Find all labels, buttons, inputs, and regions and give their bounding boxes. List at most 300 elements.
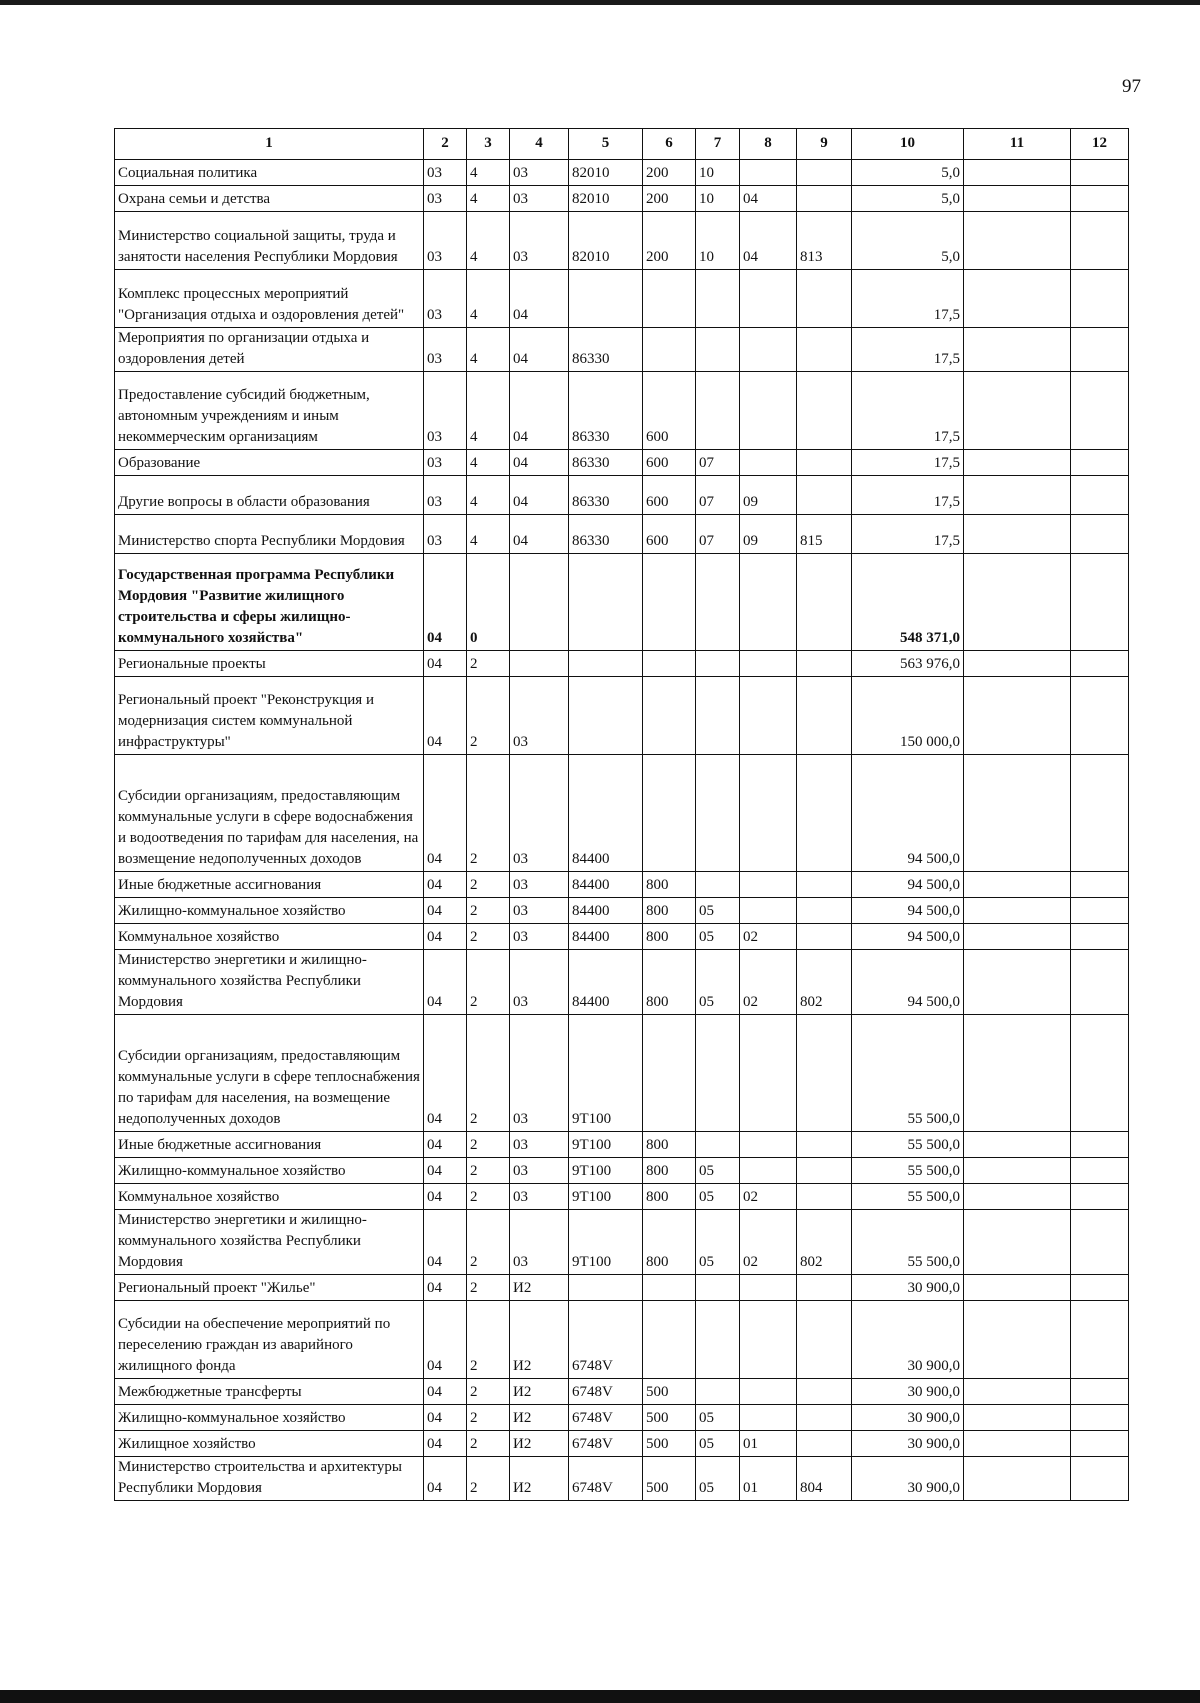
table-row (115, 212, 1129, 270)
col3-cell: 2 (467, 1184, 510, 1210)
col7-cell: 05 (696, 1405, 740, 1431)
col7-cell (696, 372, 740, 450)
row-name-cell: Региональные проекты (115, 651, 424, 677)
col11-cell (964, 651, 1071, 677)
amount-cell: 17,5 (852, 450, 964, 476)
col4-cell: 03 (510, 186, 569, 212)
table-row (115, 1405, 1129, 1431)
col5-cell: 84400 (569, 950, 643, 1015)
table-row (115, 1379, 1129, 1405)
col4-cell: 04 (510, 450, 569, 476)
col8-cell (740, 1379, 797, 1405)
col7-cell: 05 (696, 1184, 740, 1210)
amount-cell: 94 500,0 (852, 898, 964, 924)
row-name-cell: Жилищно-коммунальное хозяйство (115, 1405, 424, 1431)
col5-cell: 86330 (569, 372, 643, 450)
col8-cell (740, 1132, 797, 1158)
amount-cell: 150 000,0 (852, 677, 964, 755)
header-cell-1: 1 (115, 129, 424, 160)
amount-cell: 55 500,0 (852, 1210, 964, 1275)
table-row (115, 1301, 1129, 1379)
col3-cell: 2 (467, 651, 510, 677)
col12-cell (1071, 1158, 1129, 1184)
col3-cell: 2 (467, 872, 510, 898)
col3-cell: 2 (467, 1275, 510, 1301)
col11-cell (964, 1210, 1071, 1275)
col11-cell (964, 476, 1071, 515)
col7-cell: 07 (696, 476, 740, 515)
col12-cell (1071, 212, 1129, 270)
col8-cell (740, 554, 797, 651)
col3-cell: 2 (467, 898, 510, 924)
col2-cell: 04 (424, 677, 467, 755)
col11-cell (964, 515, 1071, 554)
col11-cell (964, 1405, 1071, 1431)
col6-cell: 600 (643, 372, 696, 450)
header-cell-8: 8 (740, 129, 797, 160)
amount-cell: 30 900,0 (852, 1379, 964, 1405)
header-cell-2: 2 (424, 129, 467, 160)
col2-cell: 03 (424, 372, 467, 450)
col3-cell: 2 (467, 1379, 510, 1405)
col2-cell: 03 (424, 160, 467, 186)
col3-cell: 4 (467, 270, 510, 328)
col2-cell: 04 (424, 1379, 467, 1405)
row-name-cell: Коммунальное хозяйство (115, 924, 424, 950)
col5-cell: 86330 (569, 328, 643, 372)
header-cell-6: 6 (643, 129, 696, 160)
col2-cell: 03 (424, 212, 467, 270)
col4-cell: 03 (510, 872, 569, 898)
col3-cell: 2 (467, 950, 510, 1015)
col6-cell: 800 (643, 950, 696, 1015)
page-number: 97 (1122, 76, 1141, 97)
col3-cell: 2 (467, 1301, 510, 1379)
col6-cell: 800 (643, 1158, 696, 1184)
col3-cell: 2 (467, 755, 510, 872)
col11-cell (964, 186, 1071, 212)
col12-cell (1071, 450, 1129, 476)
col9-cell (797, 476, 852, 515)
col11-cell (964, 898, 1071, 924)
col11-cell (964, 872, 1071, 898)
row-name-cell: Социальная политика (115, 160, 424, 186)
col4-cell: И2 (510, 1405, 569, 1431)
col8-cell (740, 677, 797, 755)
col5-cell (569, 554, 643, 651)
col7-cell (696, 651, 740, 677)
col6-cell (643, 1301, 696, 1379)
col2-cell: 04 (424, 950, 467, 1015)
col9-cell (797, 270, 852, 328)
col9-cell (797, 651, 852, 677)
col11-cell (964, 372, 1071, 450)
col2-cell: 04 (424, 872, 467, 898)
row-name-cell: Государственная программа Республики Мордовия "Развитие жилищного строительства и сферы жилищно-коммунального хозяйства" (115, 554, 424, 651)
amount-cell: 30 900,0 (852, 1405, 964, 1431)
col5-cell: 86330 (569, 515, 643, 554)
col9-cell: 813 (797, 212, 852, 270)
table-row (115, 1210, 1129, 1275)
col6-cell (643, 554, 696, 651)
col5-cell: 86330 (569, 476, 643, 515)
col4-cell: 03 (510, 950, 569, 1015)
col8-cell: 01 (740, 1457, 797, 1501)
col2-cell: 03 (424, 515, 467, 554)
col4-cell: 03 (510, 924, 569, 950)
row-name-cell: Министерство строительства и архитектуры Республики Мордовия (115, 1457, 424, 1501)
col4-cell: 04 (510, 270, 569, 328)
col3-cell: 2 (467, 677, 510, 755)
col7-cell: 07 (696, 450, 740, 476)
header-cell-3: 3 (467, 129, 510, 160)
col12-cell (1071, 755, 1129, 872)
col2-cell: 04 (424, 924, 467, 950)
col8-cell (740, 898, 797, 924)
col6-cell: 800 (643, 872, 696, 898)
scan-top-edge (0, 0, 1200, 5)
col6-cell: 200 (643, 186, 696, 212)
row-name-cell: Министерство энергетики и жилищно-коммунального хозяйства Республики Мордовия (115, 1210, 424, 1275)
col7-cell (696, 328, 740, 372)
col8-cell: 02 (740, 1210, 797, 1275)
table-row (115, 554, 1129, 651)
col4-cell: 03 (510, 1158, 569, 1184)
col5-cell: 9Т100 (569, 1015, 643, 1132)
col12-cell (1071, 1132, 1129, 1158)
col3-cell: 2 (467, 1431, 510, 1457)
col2-cell: 04 (424, 1015, 467, 1132)
table-row (115, 1275, 1129, 1301)
col2-cell: 04 (424, 1184, 467, 1210)
col7-cell: 05 (696, 1457, 740, 1501)
col5-cell: 82010 (569, 186, 643, 212)
col4-cell: И2 (510, 1301, 569, 1379)
col7-cell (696, 1379, 740, 1405)
row-name-cell: Региональный проект "Реконструкция и модернизация систем коммунальной инфраструктуры" (115, 677, 424, 755)
col3-cell: 4 (467, 328, 510, 372)
col3-cell: 0 (467, 554, 510, 651)
col7-cell (696, 872, 740, 898)
col3-cell: 2 (467, 924, 510, 950)
col7-cell: 10 (696, 186, 740, 212)
col7-cell (696, 270, 740, 328)
col11-cell (964, 1301, 1071, 1379)
col8-cell: 09 (740, 515, 797, 554)
col6-cell: 500 (643, 1431, 696, 1457)
col11-cell (964, 1379, 1071, 1405)
amount-cell: 94 500,0 (852, 872, 964, 898)
col9-cell: 804 (797, 1457, 852, 1501)
col12-cell (1071, 186, 1129, 212)
table-row (115, 677, 1129, 755)
col4-cell: 04 (510, 515, 569, 554)
col9-cell (797, 872, 852, 898)
col4-cell: 03 (510, 677, 569, 755)
col12-cell (1071, 898, 1129, 924)
table-body (115, 129, 1129, 1501)
col2-cell: 03 (424, 270, 467, 328)
col6-cell (643, 755, 696, 872)
table-row (115, 1457, 1129, 1501)
amount-cell: 17,5 (852, 270, 964, 328)
table-row (115, 950, 1129, 1015)
col5-cell (569, 651, 643, 677)
col3-cell: 2 (467, 1457, 510, 1501)
col11-cell (964, 160, 1071, 186)
col12-cell (1071, 1379, 1129, 1405)
col2-cell: 04 (424, 1158, 467, 1184)
col7-cell: 10 (696, 212, 740, 270)
amount-cell: 94 500,0 (852, 950, 964, 1015)
col7-cell: 10 (696, 160, 740, 186)
col6-cell: 600 (643, 476, 696, 515)
row-name-cell: Иные бюджетные ассигнования (115, 872, 424, 898)
col11-cell (964, 328, 1071, 372)
col11-cell (964, 1132, 1071, 1158)
col3-cell: 2 (467, 1132, 510, 1158)
col11-cell (964, 755, 1071, 872)
col9-cell (797, 1275, 852, 1301)
col9-cell (797, 1132, 852, 1158)
col7-cell (696, 1015, 740, 1132)
col7-cell: 05 (696, 898, 740, 924)
col2-cell: 03 (424, 186, 467, 212)
col6-cell (643, 270, 696, 328)
col9-cell (797, 160, 852, 186)
col11-cell (964, 1158, 1071, 1184)
col8-cell (740, 1158, 797, 1184)
col5-cell (569, 677, 643, 755)
col7-cell (696, 1301, 740, 1379)
col2-cell: 04 (424, 1132, 467, 1158)
col5-cell (569, 1275, 643, 1301)
col5-cell: 6748V (569, 1379, 643, 1405)
col12-cell (1071, 1015, 1129, 1132)
col6-cell: 800 (643, 898, 696, 924)
col6-cell (643, 328, 696, 372)
col12-cell (1071, 328, 1129, 372)
col9-cell (797, 1158, 852, 1184)
amount-cell: 55 500,0 (852, 1015, 964, 1132)
table-row (115, 898, 1129, 924)
col3-cell: 2 (467, 1210, 510, 1275)
col8-cell: 02 (740, 1184, 797, 1210)
col11-cell (964, 450, 1071, 476)
col4-cell: 03 (510, 160, 569, 186)
amount-cell: 30 900,0 (852, 1457, 964, 1501)
col12-cell (1071, 476, 1129, 515)
table-row (115, 450, 1129, 476)
col11-cell (964, 1015, 1071, 1132)
header-cell-7: 7 (696, 129, 740, 160)
col9-cell (797, 328, 852, 372)
header-cell-5: 5 (569, 129, 643, 160)
col8-cell: 01 (740, 1431, 797, 1457)
col6-cell (643, 677, 696, 755)
col5-cell: 6748V (569, 1405, 643, 1431)
col9-cell (797, 554, 852, 651)
col4-cell: 03 (510, 898, 569, 924)
amount-cell: 5,0 (852, 186, 964, 212)
col12-cell (1071, 554, 1129, 651)
col8-cell: 02 (740, 924, 797, 950)
amount-cell: 563 976,0 (852, 651, 964, 677)
col4-cell: И2 (510, 1457, 569, 1501)
col5-cell: 84400 (569, 898, 643, 924)
amount-cell: 5,0 (852, 212, 964, 270)
col9-cell: 802 (797, 950, 852, 1015)
row-name-cell: Жилищно-коммунальное хозяйство (115, 898, 424, 924)
table-row (115, 1431, 1129, 1457)
col3-cell: 2 (467, 1405, 510, 1431)
col8-cell (740, 270, 797, 328)
col9-cell (797, 1405, 852, 1431)
col12-cell (1071, 1405, 1129, 1431)
table-row (115, 755, 1129, 872)
col12-cell (1071, 1210, 1129, 1275)
col8-cell (740, 755, 797, 872)
col5-cell: 6748V (569, 1301, 643, 1379)
amount-cell: 94 500,0 (852, 924, 964, 950)
col7-cell: 05 (696, 1210, 740, 1275)
col12-cell (1071, 950, 1129, 1015)
amount-cell: 94 500,0 (852, 755, 964, 872)
col2-cell: 04 (424, 1301, 467, 1379)
row-name-cell: Министерство социальной защиты, труда и занятости населения Республики Мордовия (115, 212, 424, 270)
row-name-cell: Жилищно-коммунальное хозяйство (115, 1158, 424, 1184)
col12-cell (1071, 1184, 1129, 1210)
col5-cell: 9Т100 (569, 1132, 643, 1158)
col6-cell: 600 (643, 515, 696, 554)
col9-cell: 815 (797, 515, 852, 554)
col7-cell: 07 (696, 515, 740, 554)
col2-cell: 04 (424, 1431, 467, 1457)
col12-cell (1071, 270, 1129, 328)
table-row (115, 270, 1129, 328)
col3-cell: 4 (467, 515, 510, 554)
col7-cell (696, 677, 740, 755)
col9-cell (797, 1431, 852, 1457)
col6-cell: 500 (643, 1405, 696, 1431)
col12-cell (1071, 677, 1129, 755)
col9-cell (797, 898, 852, 924)
col4-cell (510, 651, 569, 677)
col7-cell (696, 1132, 740, 1158)
col2-cell: 04 (424, 1210, 467, 1275)
col5-cell: 6748V (569, 1431, 643, 1457)
col5-cell: 84400 (569, 924, 643, 950)
col9-cell (797, 677, 852, 755)
col2-cell: 04 (424, 1405, 467, 1431)
table-header-row (115, 129, 1129, 160)
col6-cell: 800 (643, 924, 696, 950)
col6-cell: 600 (643, 450, 696, 476)
col4-cell: 04 (510, 372, 569, 450)
header-cell-4: 4 (510, 129, 569, 160)
table-row (115, 1158, 1129, 1184)
col5-cell: 82010 (569, 160, 643, 186)
col4-cell: 03 (510, 1015, 569, 1132)
col7-cell: 05 (696, 924, 740, 950)
col7-cell: 05 (696, 1431, 740, 1457)
col5-cell: 86330 (569, 450, 643, 476)
col8-cell: 04 (740, 186, 797, 212)
col8-cell (740, 1405, 797, 1431)
col3-cell: 4 (467, 160, 510, 186)
row-name-cell: Министерство энергетики и жилищно-коммунального хозяйства Республики Мордовия (115, 950, 424, 1015)
table-row (115, 872, 1129, 898)
col4-cell: 03 (510, 755, 569, 872)
table-row (115, 515, 1129, 554)
col6-cell: 800 (643, 1184, 696, 1210)
row-name-cell: Образование (115, 450, 424, 476)
row-name-cell: Министерство спорта Республики Мордовия (115, 515, 424, 554)
col8-cell (740, 450, 797, 476)
col12-cell (1071, 651, 1129, 677)
col2-cell: 04 (424, 651, 467, 677)
col11-cell (964, 924, 1071, 950)
col12-cell (1071, 515, 1129, 554)
amount-cell: 17,5 (852, 515, 964, 554)
row-name-cell: Комплекс процессных мероприятий "Организация отдыха и оздоровления детей" (115, 270, 424, 328)
col11-cell (964, 1184, 1071, 1210)
table-row (115, 186, 1129, 212)
col8-cell (740, 1015, 797, 1132)
col9-cell (797, 372, 852, 450)
col9-cell (797, 186, 852, 212)
col2-cell: 03 (424, 476, 467, 515)
table-row (115, 160, 1129, 186)
col5-cell: 84400 (569, 872, 643, 898)
table-row (115, 924, 1129, 950)
col9-cell (797, 1379, 852, 1405)
col6-cell: 500 (643, 1457, 696, 1501)
col5-cell: 84400 (569, 755, 643, 872)
col12-cell (1071, 1301, 1129, 1379)
col2-cell: 03 (424, 450, 467, 476)
amount-cell: 55 500,0 (852, 1158, 964, 1184)
col2-cell: 04 (424, 1457, 467, 1501)
row-name-cell: Субсидии на обеспечение мероприятий по переселению граждан из аварийного жилищного фонда (115, 1301, 424, 1379)
col7-cell (696, 1275, 740, 1301)
col9-cell (797, 450, 852, 476)
header-cell-9: 9 (797, 129, 852, 160)
row-name-cell: Субсидии организациям, предоставляющим коммунальные услуги в сфере теплоснабжения по тарифам для населения, на возмещение недополученных доходов (115, 1015, 424, 1132)
col8-cell (740, 328, 797, 372)
col4-cell: 03 (510, 1132, 569, 1158)
col4-cell: 04 (510, 328, 569, 372)
col9-cell (797, 1301, 852, 1379)
col7-cell (696, 554, 740, 651)
row-name-cell: Мероприятия по организации отдыха и оздоровления детей (115, 328, 424, 372)
col4-cell: И2 (510, 1275, 569, 1301)
scan-bottom-edge (0, 1690, 1200, 1703)
col4-cell: 03 (510, 1210, 569, 1275)
col2-cell: 04 (424, 1275, 467, 1301)
amount-cell: 17,5 (852, 476, 964, 515)
table-row (115, 651, 1129, 677)
col6-cell (643, 651, 696, 677)
col9-cell (797, 755, 852, 872)
col4-cell: 03 (510, 212, 569, 270)
row-name-cell: Региональный проект "Жилье" (115, 1275, 424, 1301)
col11-cell (964, 1457, 1071, 1501)
col11-cell (964, 212, 1071, 270)
row-name-cell: Жилищное хозяйство (115, 1431, 424, 1457)
col3-cell: 4 (467, 372, 510, 450)
col5-cell: 6748V (569, 1457, 643, 1501)
